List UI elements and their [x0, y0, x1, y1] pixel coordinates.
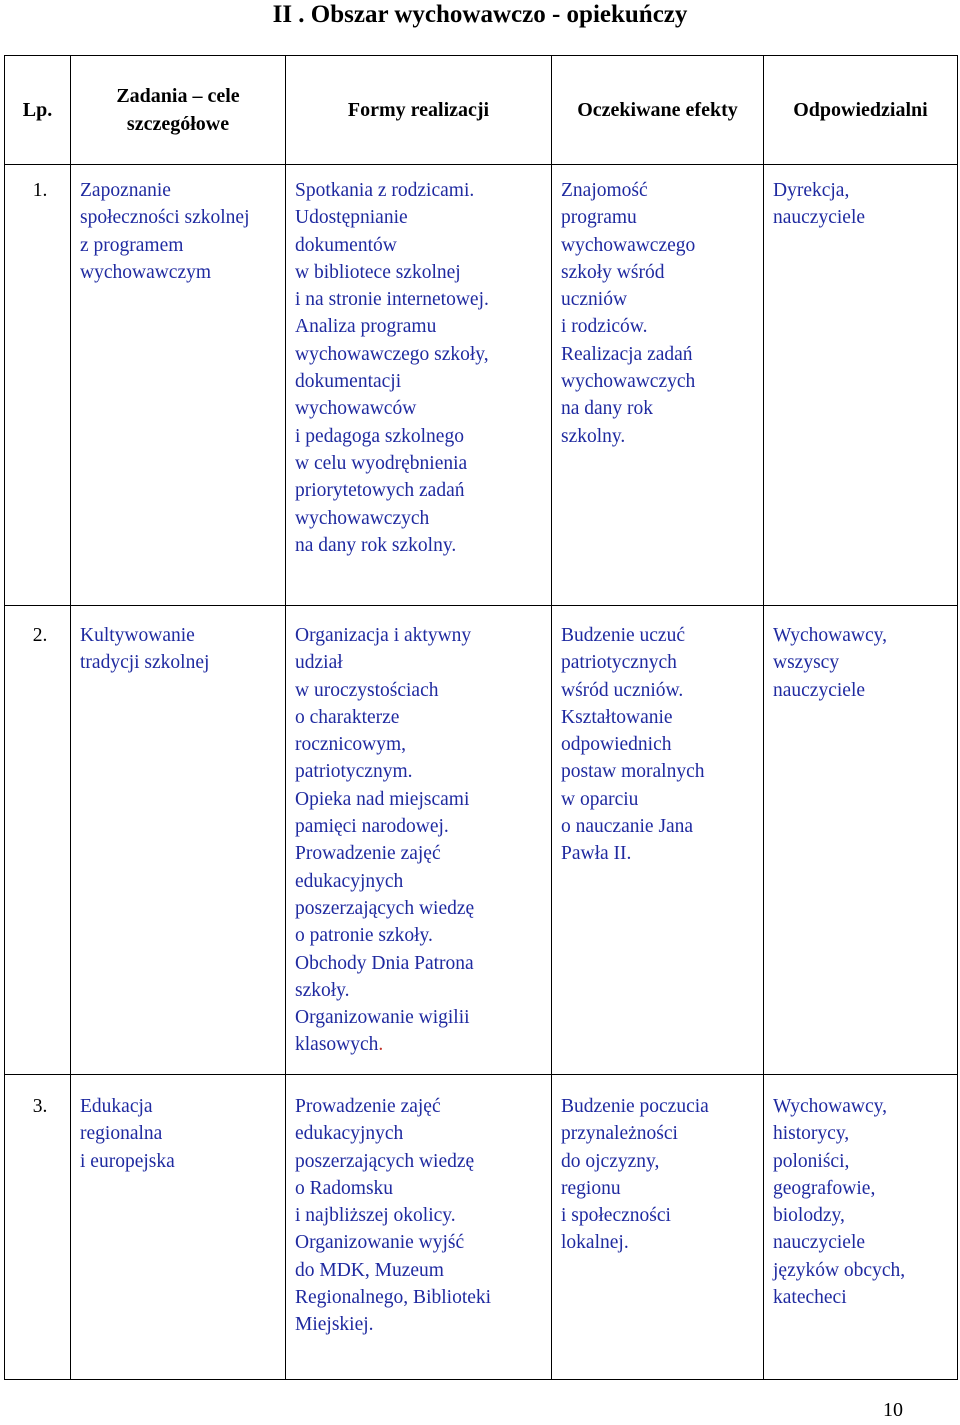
header-effects: Oczekiwane efekty [552, 56, 764, 165]
effects-cell: Budzenie poczucia przynależności do ojczyzny, regionu i społeczności lokalnej. [552, 1075, 764, 1380]
header-row [5, 56, 958, 165]
task-cell: Zapoznanie społeczności szkolnej z programem wychowawczym [71, 165, 286, 606]
task-cell: Kultywowanie tradycji szkolnej [71, 606, 286, 1075]
row-number: 2. [5, 606, 71, 1075]
responsible-cell: Wychowawcy, historycy, poloniści, geografowie, biolodzy, nauczyciele języków obcych, katecheci [764, 1075, 958, 1380]
forms-cell: Spotkania z rodzicami. Udostępnianie dokumentów w bibliotece szkolnej i na stronie internetowej. Analiza programu wychowawczego szkoły, dokumentacji wychowawców i pedagoga szkolnego w celu wyodrębnienia priorytetowych zadań wychowawczych na dany rok szkolny. [286, 165, 552, 606]
table-row [5, 1075, 958, 1380]
header-lp: Lp. [5, 56, 71, 165]
effects-cell: Znajomość programu wychowawczego szkoły wśród uczniów i rodziców. Realizacja zadań wychowawczych na dany rok szkolny. [552, 165, 764, 606]
responsible-cell: Dyrekcja, nauczyciele [764, 165, 958, 606]
table-row [5, 606, 958, 1075]
forms-cell: Prowadzenie zajęć edukacyjnych poszerzających wiedzę o Radomsku i najbliższej okolicy. Organizowanie wyjść do MDK, Muzeum Regionalnego, Biblioteki Miejskiej. [286, 1075, 552, 1380]
forms-text: Organizacja i aktywny udział w uroczystościach o charakterze rocznicowym, patriotycznym. Opieka nad miejscami pamięci narodowej. Prowadzenie zajęć edukacyjnych poszerzających wiedzę o patronie szkoły. Obchody Dnia Patrona szkoły. Organizowanie wigilii klasowych [295, 625, 475, 1056]
task-cell: Edukacja regionalna i europejska [71, 1075, 286, 1380]
row-number: 1. [5, 165, 71, 606]
forms-cell [286, 606, 552, 1075]
page-title: II . Obszar wychowawczo - opiekuńczy [272, 1, 688, 28]
plan-table [4, 55, 958, 1380]
forms-end-mark: . [378, 1034, 384, 1056]
row-number: 3. [5, 1075, 71, 1380]
page-number: 10 [883, 1399, 903, 1421]
header-forms: Formy realizacji [286, 56, 552, 165]
table-row [5, 165, 958, 606]
header-tasks: Zadania – cele szczegółowe [71, 56, 286, 165]
responsible-cell: Wychowawcy, wszyscy nauczyciele [764, 606, 958, 1075]
header-responsible: Odpowiedzialni [764, 56, 958, 165]
effects-cell: Budzenie uczuć patriotycznych wśród uczniów. Kształtowanie odpowiednich postaw moralnych w oparciu o nauczanie Jana Pawła II. [552, 606, 764, 1075]
